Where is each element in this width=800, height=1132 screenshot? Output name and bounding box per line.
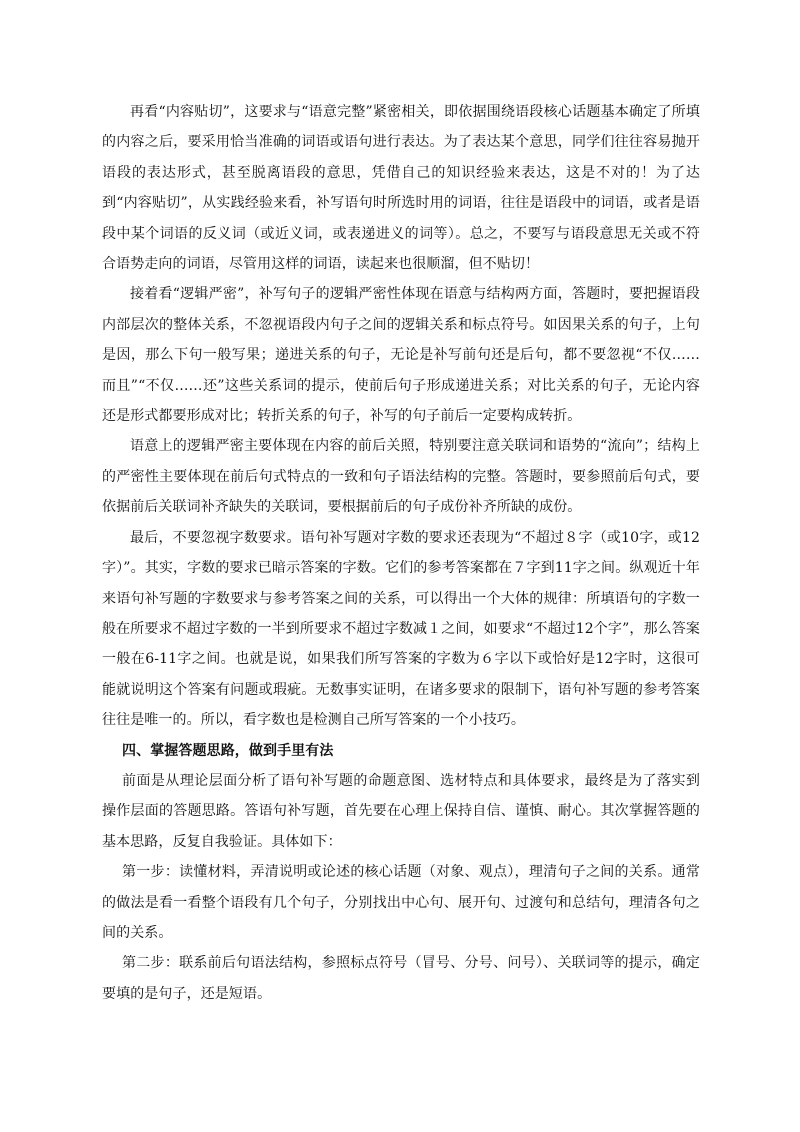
section-heading: 四、掌握答题思路，做到手里有法	[122, 742, 334, 759]
paragraph-content-relevance: 再看“内容贴切”，这要求与“语意完整”紧密相关，即依据围绕语段核心话题基本确定了所填的内容之后，要采用恰当准确的词语或语句进行表达。为了表达某个意思，同学们往往容易抛开语段的表达形式，甚至脱离语段的意思，凭借自己的知识经验来表达，这是不对的！为了达到“内容贴切”，从实践经验来看，补写语句时所选时用的词语，往往是语段中的词语，或者是语段中某个词语的反义词（或近义词，或表递进义的词等）。总之，不要写与语段意思无关或不符合语势走向的词语，尽管用这样的词语，读起来也很顺溜，但不贴切！	[102, 104, 700, 273]
paragraph-step-one: 第一步：读懂材料，弄清说明或论述的核心话题（对象、观点），理清句子之间的关系。通常的做法是看一看整个语段有几个句子，分别找出中心句、展开句、过渡句和总结句，理清各句之间的关系。	[102, 864, 700, 941]
paragraph-logic-rigor: 接着看“逻辑严密”，补写句子的逻辑严密性体现在语意与结构两方面，答题时，要把握语段内部层次的整体关系，不忽视语段内句子之间的逻辑关系和标点符号。如因果关系的句子，上句是因，那么下句一般写果；递进关系的句子，无论是补写前句还是后句，都不要忽视“不仅……而且”“不仅……还”这些关系词的提示，使前后句子形成递进关系；对比关系的句子，无论内容还是形式都要形成对比；转折关系的句子，补写的句子前后一定要构成转折。	[102, 286, 700, 425]
document-body	[102, 97, 700, 1009]
paragraph-answer-approach: 前面是从理论层面分析了语句补写题的命题意图、选材特点和具体要求，最终是为了落实到操作层面的答题思路。答语句补写题，首先要在心理上保持自信、谨慎、耐心。其次掌握答题的基本思路，反复自我验证。具体如下：	[102, 772, 700, 850]
paragraph-word-count: 最后，不要忽视字数要求。语句补写题对字数的要求还表现为“不超过８字（或10字，或12字）”。其实，字数的要求已暗示答案的字数。它们的参考答案都在７字到11字之间。纵观近十年来语句补写题的字数要求与参考答案之间的关系，可以得出一个大体的规律：所填语句的字数一般在所要求不超过字数的一半到所要求不超过字数减１之间，如要求“不超过12个字”，那么答案一般在6-11字之间。也就是说，如果我们所写答案的字数为６字以下或恰好是12字时，这很可能就说明这个答案有问题或瑕疵。无数事实证明，在诸多要求的限制下，语句补写题的参考答案往往是唯一的。所以，看字数也是检测自己所写答案的一个小技巧。	[102, 529, 700, 729]
paragraph-semantic-logic: 语意上的逻辑严密主要体现在内容的前后关照，特别要注意关联词和语势的“流向”；结构上的严密性主要体现在前后句式特点的一致和句子语法结构的完整。答题时，要参照前后句式，要依据前后关联词补齐缺失的关联词，要根据前后的句子成份补齐所缺的成份。	[102, 438, 700, 516]
paragraph-step-two: 第二步：联系前后句语法结构，参照标点符号（冒号、分号、问号）、关联词等的提示，确定要填的是句子，还是短语。	[102, 955, 700, 1002]
